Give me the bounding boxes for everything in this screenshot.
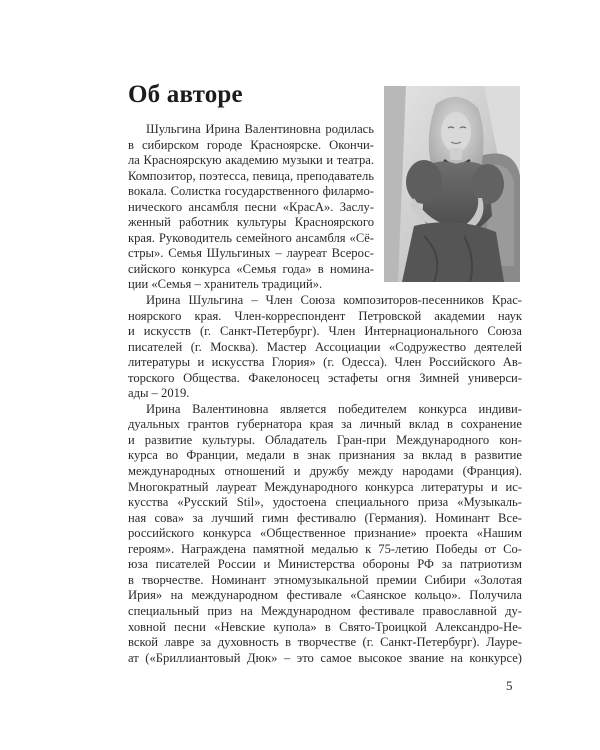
- text-line: нического ансамбля песни «КрасА». Заслу-: [128, 199, 374, 214]
- text-line: писателей (г. Москва). Мастер Ассоциации «Содружество деятелей: [128, 339, 522, 354]
- page-number: 5: [506, 678, 513, 693]
- paragraph-3: [128, 402, 522, 666]
- text-line: стры». Семья Шульгиных – лауреат Всерос-: [128, 246, 374, 261]
- text-line: женный работник культуры Красноярского: [128, 215, 374, 230]
- text-line: вской лавре за духовность в творчестве (г. Санкт-Петербург). Лауре-: [128, 635, 522, 650]
- text-line: и искусств (г. Санкт-Петербург). Член Интернационального Союза: [128, 324, 522, 339]
- text-line: ции «Семья – хранитель традиций».: [128, 277, 323, 292]
- text-line: дуальных грантов губернатора края за личный вклад в сохранение: [128, 417, 522, 432]
- text-line: Шульгина Ирина Валентиновна родилась: [146, 122, 374, 136]
- text-line: российского конкурса «Общественное признание» проекта «Нашим: [128, 526, 522, 541]
- text-line: юза писателей России и Министерства обороны РФ за патриотизм: [128, 557, 522, 572]
- text-line: Композитор, поэтесса, певица, преподаватель: [128, 168, 374, 183]
- text-line: ат («Бриллиантовый Дюк» – это самое высокое звание на конкурсе): [128, 650, 522, 665]
- text-line: ховной песни «Невские купола» в Свято-Троицкой Александро-Не-: [128, 619, 522, 634]
- text-line: Ирина Валентиновна является победителем конкурса индиви-: [146, 401, 522, 416]
- text-line: Ирина Шульгина – Член Союза композиторов-песенников Крас-: [146, 293, 522, 308]
- text-line: ла Красноярскую академию музыки и театра.: [128, 153, 374, 168]
- text-line: Многократный лауреат Международного конкурса литературы и ис-: [128, 479, 522, 494]
- text-line: торского Общества. Факелоносец эстафеты огня Зимней универси-: [128, 370, 522, 385]
- text-line: ады – 2019.: [128, 386, 190, 401]
- text-line: в сибирском городе Красноярске. Окончи-: [128, 137, 374, 152]
- text-line: международных отношений и дружбу между народами (Франция).: [128, 464, 522, 479]
- text-line: ная сова» за лучший гимн фестивалю (Германия). Номинант Все-: [128, 510, 522, 525]
- text-line: в творчестве. Номинант этномузыкальной премии Сибири «Золотая: [128, 572, 522, 587]
- text-line: края. Руководитель семейного ансамбля «Сё-: [128, 230, 374, 245]
- page-heading: Об авторе: [128, 81, 243, 108]
- text-line: ноярского края. Член-корреспондент Петровской академии наук: [128, 308, 522, 323]
- article-body: [128, 122, 522, 666]
- paragraph-2: [128, 293, 522, 402]
- text-line: Ирия» на международном фестивале «Саянское кольцо». Получила: [128, 588, 522, 603]
- text-line: курса во Франции, медали в знак признания за вклад в развитие: [128, 448, 522, 463]
- text-line: специальный приз на Международном фестивале православной ду-: [128, 603, 522, 618]
- text-line: героям». Награждена памятной медалью к 75-летию Победы от Со-: [128, 541, 522, 556]
- paragraph-1: [128, 122, 522, 293]
- text-line: кусства «Русский Stil», удостоена специального приза «Музыкаль-: [128, 495, 522, 510]
- text-line: вокала. Солистка государственного филармо-: [128, 184, 374, 199]
- text-line: и развитие культуры. Обладатель Гран-при Международного кон-: [128, 432, 522, 447]
- text-line: литературы и искусства Глория» (г. Одесса). Член Российского Ав-: [128, 355, 522, 370]
- text-line: сийского конкурса «Семья года» в номина-: [128, 261, 374, 276]
